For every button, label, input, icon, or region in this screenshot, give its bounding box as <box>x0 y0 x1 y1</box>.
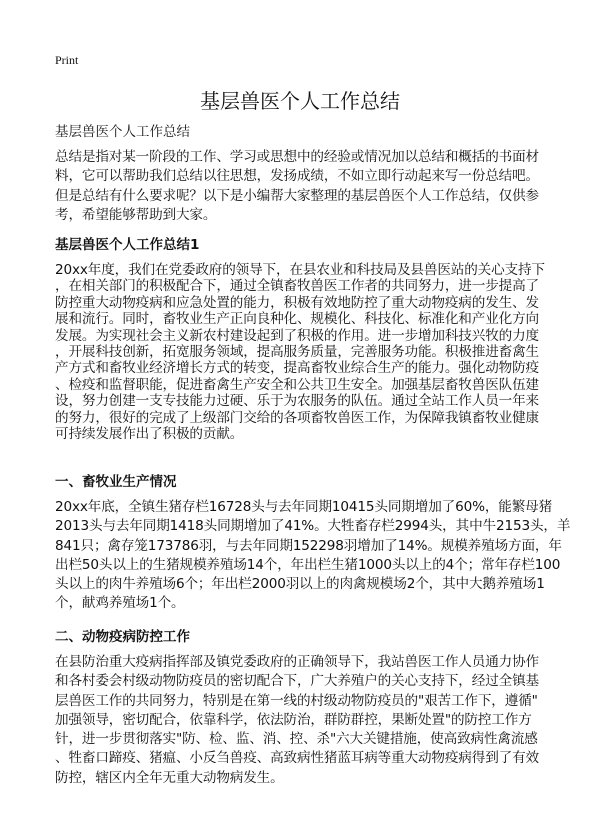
text-line: 和各村委会村级动物防疫员的密切配合下，广大养殖户的关心支持下，经过全镇基 <box>55 673 539 690</box>
text-line: 、检疫和监督职能，促进畜禽生产安全和公共卫生安全。加强基层畜牧兽医队伍建 <box>55 376 539 393</box>
section1-paragraph <box>55 262 555 442</box>
page-title: 基层兽医个人工作总结 <box>200 89 400 113</box>
text-line: 展和流行。同时，畜牧业生产正向良种化、规模化、科技化、标准化和产业化方向 <box>55 311 539 328</box>
text-line: 头以上的肉牛养殖场6个；年出栏2000羽以上的肉禽规模场2个，其中大鹅养殖场1 <box>55 576 545 593</box>
text-line: 产方式和畜牧业经济增长方式的转变，提高畜牧业综合生产的能力。强化动物防疫 <box>55 360 539 377</box>
text-line: 在县防治重大疫病指挥部及镇党委政府的正确领导下，我站兽医工作人员通力协作 <box>55 654 539 670</box>
subtitle: 基层兽医个人工作总结 <box>55 124 190 140</box>
text-line: 20xx年底，全镇生猪存栏16728头与去年同期10415头同期增加了60%，能繁母猪 <box>55 499 553 515</box>
text-line: 个，献鸡养殖场1个。 <box>55 595 185 612</box>
text-line: 总结是指对某一阶段的工作、学习或思想中的经验或情况加以总结和概括的书面材 <box>55 149 539 165</box>
text-line: 出栏50头以上的生猪规模养殖场14个，年出栏生猪1000头以上的4个；常年存栏100 <box>55 556 561 573</box>
text-line: 、牲畜口蹄疫、猪瘟、小反刍兽疫、高致病性猪蓝耳病等重大动物疫病得到了有效 <box>55 750 539 767</box>
text-line: 防控，辖区内全年无重大动物病发生。 <box>55 769 284 786</box>
text-line: 但是总结有什么要求呢？以下是小编帮大家整理的基层兽医个人工作总结，仅供参 <box>55 187 539 204</box>
text-line: 841只；禽存笼173786羽，与去年同期152298羽增加了14%。规模养殖场方面，年 <box>55 537 562 554</box>
heading-livestock-production: 一、畜牧业生产情况 <box>55 474 177 490</box>
text-line: ，在相关部门的积极配合下，通过全镇畜牧兽医工作者的共同努力，进一步提高了 <box>55 278 539 295</box>
text-line: 2013头与去年同期1418头同期增加了41%。大牲畜存栏2994头，其中牛2153头，羊 <box>55 518 571 535</box>
section-heading-1: 基层兽医个人工作总结1 <box>55 237 200 253</box>
livestock-paragraph <box>55 498 571 614</box>
text-line: 发展。为实现社会主义新农村建设起到了积极的作用。进一步增加科技兴牧的力度 <box>55 327 539 344</box>
text-line: 针，进一步贯彻落实"防、检、监、消、控、杀"六大关键措施，使高致病性禽流感 <box>55 731 538 748</box>
disease-control-paragraph <box>55 653 555 788</box>
text-line: 层兽医工作的共同努力，特别是在第一线的村级动物防疫员的"艰苦工作下，遵循" <box>55 692 538 709</box>
intro-paragraph <box>55 148 555 225</box>
print-link[interactable]: Print <box>55 53 79 67</box>
text-line: 考，希望能够帮助到大家。 <box>55 206 217 223</box>
text-line: 可持续发展作出了积极的贡献。 <box>55 425 244 442</box>
text-line: 的努力，很好的完成了上级部门交给的各项畜牧兽医工作，为保障我镇畜牧业健康 <box>55 409 539 426</box>
text-line: 20xx年度，我们在党委政府的领导下，在县农业和科技局及县兽医站的关心支持下 <box>55 262 545 278</box>
text-line: 防控重大动物疫病和应急处置的能力，积极有效地防控了重大动物疫病的发生、发 <box>55 294 539 311</box>
text-line: 料，它可以帮助我们总结以往思想，发扬成绩，不如立即行动起来写一份总结吧。 <box>55 168 539 185</box>
text-line: 设，努力创建一支专技能力过硬、乐于为农服务的队伍。通过全站工作人员一年来 <box>55 393 539 410</box>
heading-disease-control: 二、动物疫病防控工作 <box>55 629 190 645</box>
text-line: ，开展科技创新，拓宽服务领域，提高服务质量，完善服务功能。积极推进畜禽生 <box>55 343 539 360</box>
text-line: 加强领导，密切配合，依靠科学，依法防治，群防群控，果断处置"的防控工作方 <box>55 711 532 728</box>
